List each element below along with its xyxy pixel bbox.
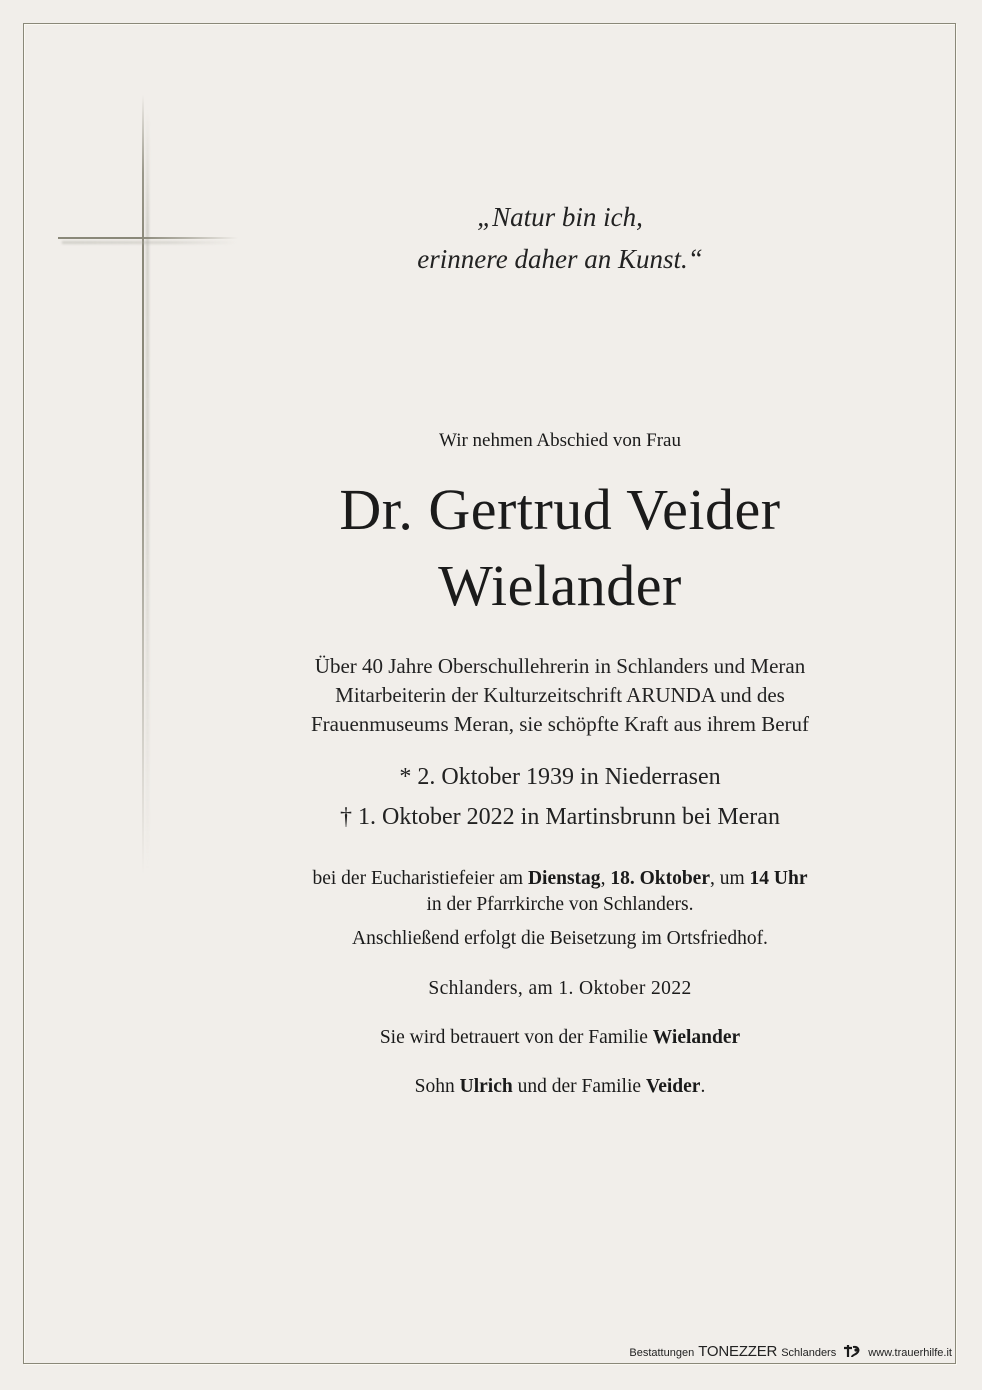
trauerhilfe-logo-icon <box>843 1344 861 1358</box>
name-line-1: Dr. Gertrud Veider <box>339 477 781 542</box>
son-middle: und der Familie <box>512 1076 646 1097</box>
mourners-line <box>190 1025 930 1051</box>
burial-note: Anschließend erfolgt die Beisetzung im Ortsfriedhof. <box>352 928 768 949</box>
son-prefix: Sohn <box>414 1076 460 1097</box>
biography <box>190 652 930 739</box>
name-line-2: Wielander <box>438 553 682 618</box>
service-date: 18. Oktober <box>610 868 710 889</box>
service-line-1 <box>190 866 930 892</box>
mourners-prefix: Sie wird betrauert von der Familie <box>379 1027 653 1048</box>
epigraph-quote <box>190 196 930 280</box>
footer-prefix: Bestattungen <box>629 1347 695 1359</box>
footer-brand: TONEZZER <box>698 1343 778 1360</box>
service-separator: , <box>600 868 611 889</box>
cross-vertical-bar <box>142 95 144 875</box>
son-line <box>190 1074 930 1100</box>
place-and-date: Schlanders, am 1. Oktober 2022 <box>428 978 692 999</box>
footer-credit <box>629 1342 952 1360</box>
quote-line-2: erinnere daher an Kunst.“ <box>417 244 703 274</box>
farewell-intro: Wir nehmen Abschied von Frau <box>439 430 681 451</box>
quote-line-1: „Natur bin ich, <box>477 202 643 232</box>
service-prefix: bei der Eucharistiefeier am <box>312 868 528 889</box>
cross-vertical-shadow <box>146 110 149 870</box>
life-dates <box>190 760 930 840</box>
deceased-name <box>190 472 930 624</box>
service-day: Dienstag <box>527 868 601 889</box>
footer-website-link[interactable]: www.trauerhilfe.it <box>868 1347 952 1359</box>
son-suffix: . <box>700 1076 706 1097</box>
service-location: in der Pfarrkirche von Schlanders. <box>426 894 694 915</box>
service-separator: , um <box>709 868 750 889</box>
birth-date: * 2. Oktober 1939 in Niederrasen <box>399 764 721 790</box>
bio-line-3: Frauenmuseums Meran, sie schöpfte Kraft aus ihrem Beruf <box>310 712 810 736</box>
son-family: Veider <box>645 1076 701 1097</box>
funeral-service <box>190 866 930 952</box>
bio-line-1: Über 40 Jahre Oberschullehrerin in Schlanders und Meran <box>314 654 806 678</box>
bio-line-2: Mitarbeiterin der Kulturzeitschrift ARUNDA und des <box>335 683 785 707</box>
mourners-family: Wielander <box>652 1027 741 1048</box>
death-date: † 1. Oktober 2022 in Martinsbrunn bei Meran <box>340 804 780 830</box>
footer-town: Schlanders <box>781 1347 837 1359</box>
service-time: 14 Uhr <box>749 868 808 889</box>
son-name: Ulrich <box>459 1076 513 1097</box>
